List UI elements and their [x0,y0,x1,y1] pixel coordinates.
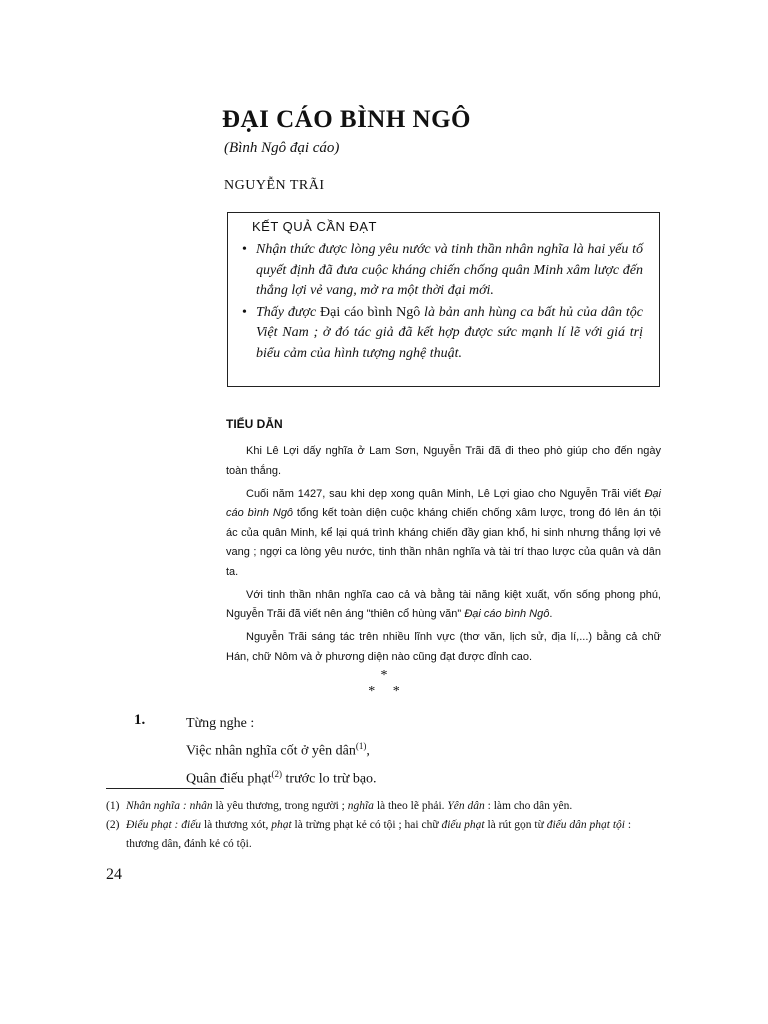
page-subtitle: (Bình Ngô đại cáo) [224,140,340,156]
stanza-number: 1. [134,712,146,728]
intro-section [226,442,661,671]
learning-goals-heading: KẾT QUẢ CẦN ĐẠT [252,219,378,234]
poem-text: Quân điếu phạt [186,771,272,787]
footnote-text: là thương xót, [201,819,272,831]
footnote-term: phạt [271,819,292,831]
intro-text: Với tinh thần nhân nghĩa cao cả và bằng tài năng kiệt xuất, vốn sống phong phú, Nguyễn Trãi đã viết nên áng "thiên cổ hùng văn" [226,588,661,620]
page-number: 24 [106,866,122,883]
page-title: ĐẠI CÁO BÌNH NGÔ [222,106,471,133]
bullet-icon: • [242,242,247,257]
footnote-term: Điếu phạt : điếu [126,819,202,831]
learning-goals-list [242,240,643,364]
footnote-text: : thương dân, đánh kẻ có tội. [126,819,632,850]
learning-goals-box [227,212,660,387]
section-separator [364,668,404,700]
bullet-icon: • [242,304,247,320]
footnote-item [106,797,666,816]
poem-text: trước lo trừ bạo. [282,771,377,787]
footnote-number: (2) [106,819,120,831]
intro-text: tổng kết toàn diện cuộc kháng chiến chống xâm lược, trong đó lên án tội ác của quân Minh, kể lại quá trình kháng chiến đầy gian khổ, hi sinh nhưng thắng lợi vẻ vang ; ngợi ca lòng yêu nước, tinh thần nhân nghĩa và tài trí thao lược của quân và dân ta. [226,507,661,578]
work-title-reference: Đại cáo bình Ngô [464,608,550,620]
poem-text: Việc nhân nghĩa cốt ở yên dân [186,743,356,759]
poem-text: , [366,743,370,759]
intro-paragraph: Nguyễn Trãi sáng tác trên nhiều lĩnh vực (thơ văn, lịch sử, địa lí,...) bằng cả chữ Hán, chữ Nôm và ở phương diện nào cũng đạt được đỉnh cao. [226,631,661,663]
learning-goal-text: Thấy được [256,304,321,320]
footnote-divider [106,788,224,789]
footnote-term: Yên dân [447,800,485,812]
intro-paragraph [226,586,661,625]
poem-line: Từng nghe : [186,716,255,731]
footnote-term: nghĩa [347,800,374,812]
intro-paragraph: Khi Lê Lợi dấy nghĩa ở Lam Sơn, Nguyễn Trãi đã đi theo phò giúp cho đến ngày toàn thắng. [226,445,661,477]
intro-text: Cuối năm 1427, sau khi dẹp xong quân Minh, Lê Lợi giao cho Nguyễn Trãi viết [246,487,645,500]
footnote-term: điếu dân phạt tội [546,819,625,831]
footnote-term: điếu phạt [441,819,485,831]
footnote-term: Nhân nghĩa : nhân [126,800,213,812]
learning-goal-item [242,303,643,365]
separator-stars-bottom: * * [368,684,400,699]
footnote-text: là theo lẽ phải. [373,800,448,812]
footnotes [106,797,666,854]
footnote-reference: (2) [271,768,283,779]
intro-text: . [549,608,553,620]
learning-goal-text: là bản anh hùng ca bất hủ của dân tộc Việt Nam ; ở đó tác giả đã kết hợp được sức mạnh lí lẽ với giá trị biểu cảm của hình tượng nghệ thuật. [256,304,643,361]
poem-line [186,763,377,791]
intro-paragraph [226,485,661,583]
learning-goal-text: Nhận thức được lòng yêu nước và tinh thần nhân nghĩa là hai yếu tố quyết định đã đưa cuộc kháng chiến chống quân Minh xâm lược đến thắng lợi vẻ vang, mở ra một thời đại mới. [256,242,643,298]
footnote-number: (1) [106,800,120,812]
footnote-text: là yêu thương, trong người ; [212,800,348,812]
footnote-text: : làm cho dân yên. [484,800,573,812]
learning-goal-item [242,240,643,302]
work-title-reference: Đại cáo bình Ngô [320,304,421,320]
author-name: NGUYỄN TRÃI [224,178,325,193]
poem-stanza [186,712,377,790]
footnote-item [106,816,666,854]
footnote-text: là trừng phạt kẻ có tội ; hai chữ [291,819,442,831]
poem-line [186,735,377,763]
footnote-reference: (1) [355,741,367,751]
intro-heading: TIỂU DẪN [226,417,283,431]
separator-star-top: * [380,668,388,683]
work-title-reference: Đại cáo bình Ngô [226,487,661,519]
footnote-text: là rút gọn từ [484,819,547,831]
